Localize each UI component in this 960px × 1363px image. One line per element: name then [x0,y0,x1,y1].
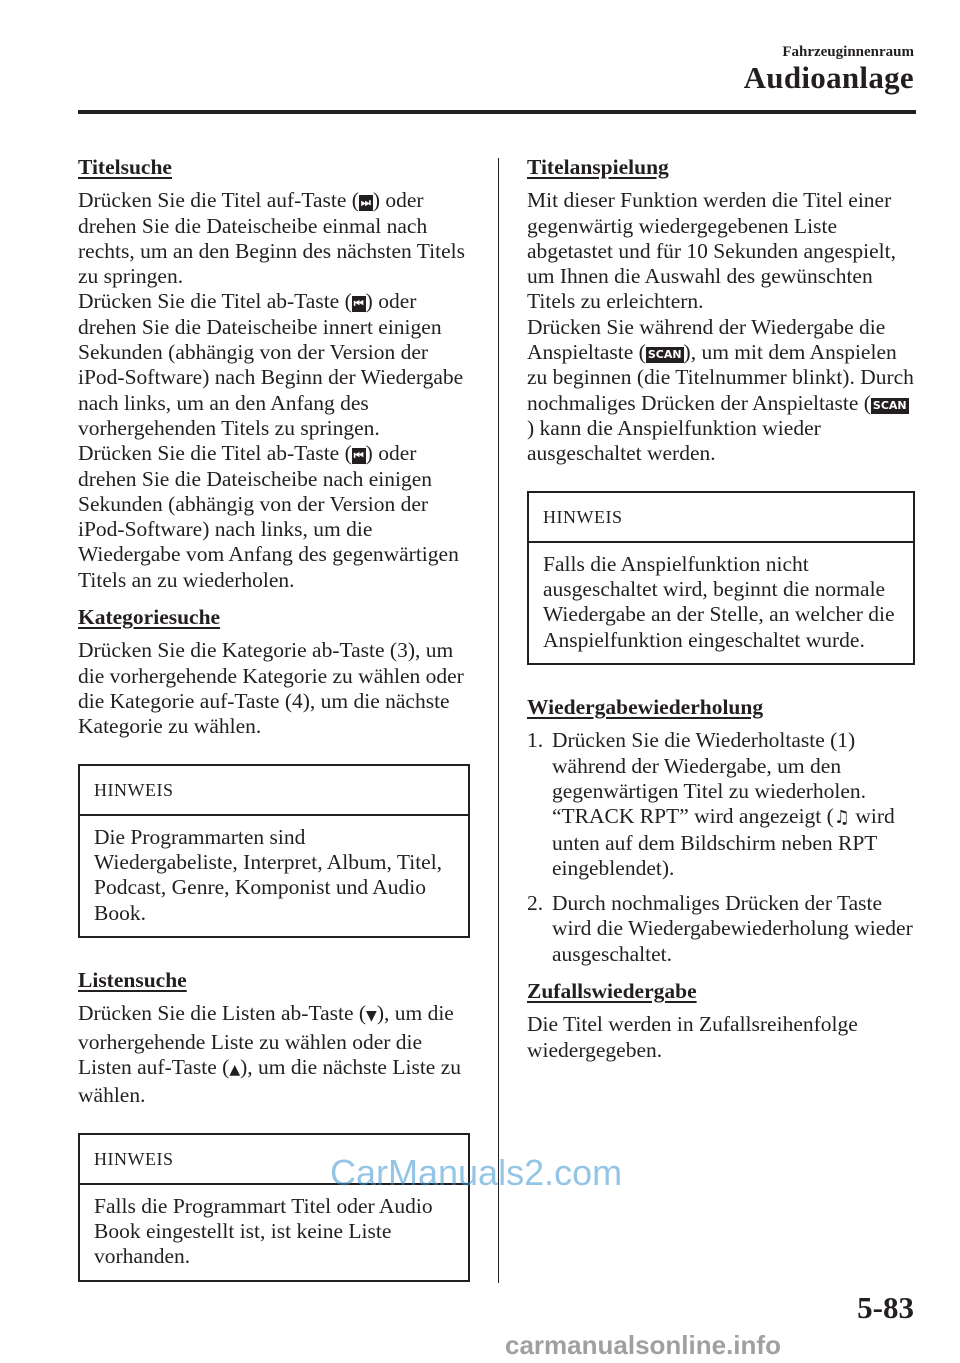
header-section: Fahrzeuginnenraum [782,44,914,60]
section-zufall [527,979,915,1063]
column-divider [498,158,499,1283]
note-title: HINWEIS [529,493,913,543]
paragraph: Drücken Sie die Titel auf-Taste ( ⏭) oder drehen Sie die Dateischeibe einmal nach rechts, um an den Beginn des nächsten Titels zu springen. [78,188,465,289]
section-kategoriesuche [78,605,470,739]
list-item: 1. Drücken Sie die Wiederholtaste (1) während der Wiedergabe, um den gegenwärtigen Titel zu wiederholen. “TRACK RPT” wird angezeigt (♫ wird unten auf dem Bildschirm neben RPT eingeblendet). [527,728,895,880]
track-previous-icon: ⏮ [353,297,364,311]
heading-wiederholung: Wiedergabewiederholung [527,695,764,720]
heading-titelanspielung: Titelanspielung [527,155,669,179]
note-title: HINWEIS [80,1135,468,1185]
scan-icon: SCAN [872,398,907,412]
watermark: CarManuals2.com [330,1152,623,1193]
note-title: HINWEIS [80,766,468,816]
section-wiederholung [527,695,915,967]
note-text: Falls die Programmart Titel oder Audio Book eingestellt ist, ist keine Liste vorhanden. [94,1193,433,1269]
paragraph: Drücken Sie die Kategorie ab-Taste (3), um die vorhergehende Kategorie zu wählen oder die Kategorie auf-Taste (4), um die nächste Kategorie zu wählen. [78,638,464,739]
left-column [78,155,470,1312]
section-titelsuche [78,155,470,593]
paragraph: Mit dieser Funktion werden die Titel einer gegenwärtig wiedergegebenen Liste abgetastet und für 10 Sekunden angespielt, um Ihnen die Auswahl des gewünschten Titels zu erleichtern. [527,188,896,314]
heading-listensuche: Listensuche [78,968,187,993]
header-rule [78,110,916,114]
track-next-icon: ⏭ [360,196,371,210]
list-item: 2. Durch nochmaliges Drücken der Taste wird die Wiedergabewiederholung wieder ausgeschaltet. [527,891,913,966]
paragraph: Die Titel werden in Zufallsreihenfolge wiedergegeben. [527,1012,858,1062]
note-text: Die Programmarten sind Wiedergabeliste, Interpret, Album, Titel, Podcast, Genre, Komponist und Audio Book. [94,824,443,925]
heading-titelsuche: Titelsuche [78,155,172,179]
footer-url: carmanualsonline.info [505,1330,781,1360]
paragraph: Drücken Sie die Titel ab-Taste ( ⏮) oder drehen Sie die Dateischeibe nach einigen Sekunden (abhängig von der Version der iPod-Software) nach links, um die Wiedergabe vom Anfang des gegenwärtigen Titels an zu wiederholen. [78,441,459,592]
paragraph: Drücken Sie während der Wiedergabe die Anspieltaste ( SCAN), um mit dem Anspielen zu beginnen (die Titelnummer blinkt). Durch nochmaliges Drücken der Anspieltaste ( SCAN) kann die Anspielfunktion wieder ausgeschaltet werden. [527,314,914,466]
arrow-down-icon: ▼ [366,1008,377,1025]
paragraph: Drücken Sie die Titel ab-Taste ( ⏮) oder drehen Sie die Dateischeibe innert einigen Sekunden (abhängig von der Version der iPod-Software) nach Beginn der Wiedergabe nach links, um an den Anfang des vorhergehenden Titels zu springen. [78,289,464,440]
section-titelanspielung [527,155,915,467]
note-box [78,764,470,938]
step-list [527,728,915,967]
heading-kategoriesuche: Kategoriesuche [78,605,221,630]
arrow-up-icon: ▲ [229,1061,241,1078]
note-text: Falls die Anspielfunktion nicht ausgeschaltet wird, beginnt die normale Wiedergabe an der Stelle, an welcher die Anspielfunktion eingeschaltet wurde. [543,551,895,652]
paragraph: Drücken Sie die Listen ab-Taste (▼), um die vorhergehende Liste zu wählen oder die Listen auf-Taste (▲), um die nächste Liste zu wählen. [78,1001,462,1108]
note-box [527,491,915,665]
heading-zufall: Zufallswiedergabe [527,979,697,1004]
page-number: 5-83 [857,1290,914,1325]
scan-icon: SCAN [647,348,682,362]
page-title: Audioanlage [743,60,914,95]
right-column [527,155,915,1075]
music-note-icon: ♫ [833,807,850,829]
section-listensuche [78,968,470,1108]
track-previous-icon: ⏮ [353,449,364,463]
